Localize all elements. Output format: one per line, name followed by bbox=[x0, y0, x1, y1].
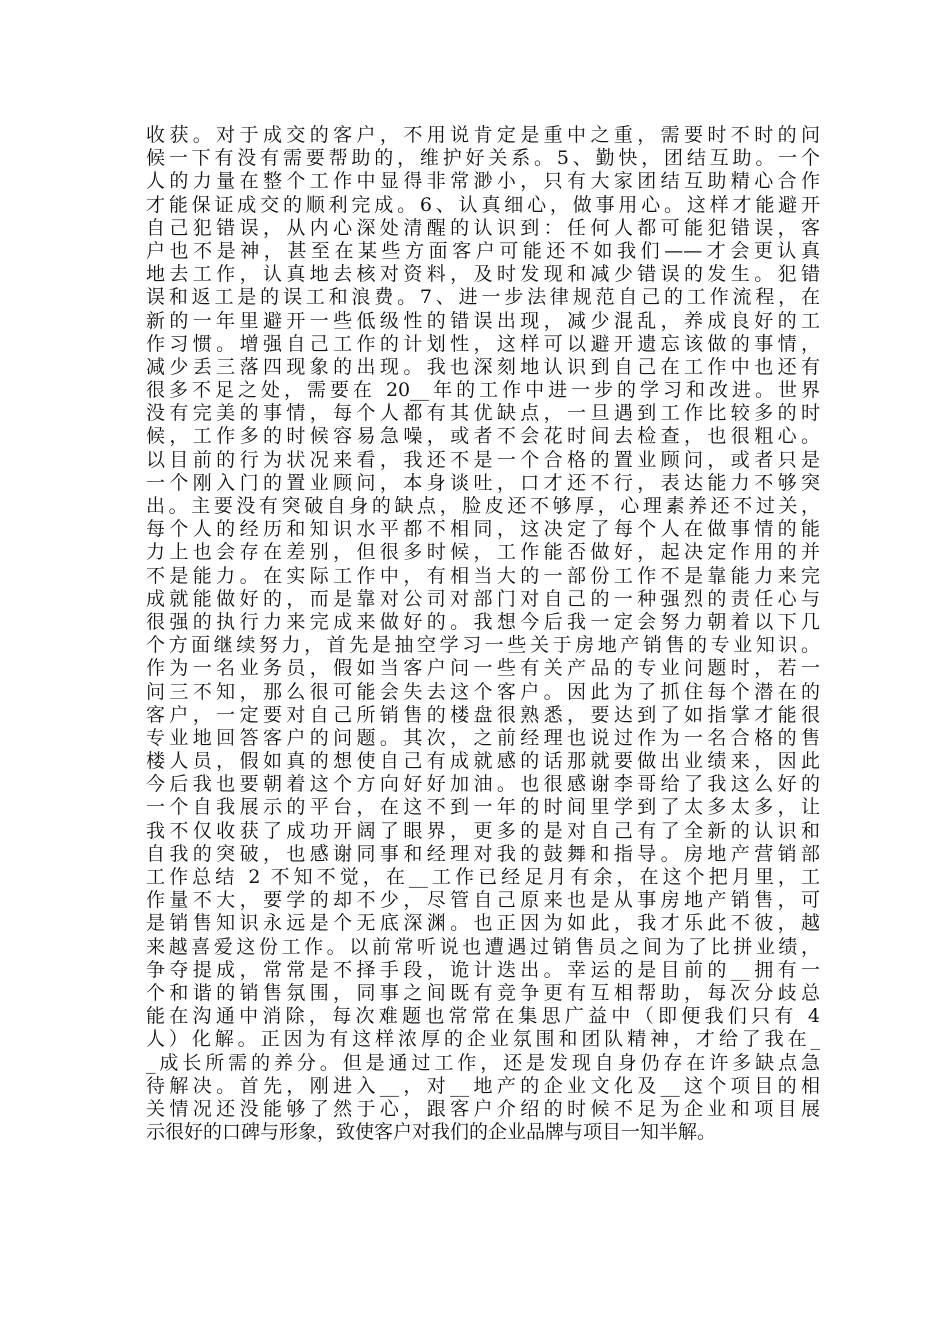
text-line: 误和返工是的误工和浪费。7、进一步法律规范自己的工作流程，在 bbox=[146, 286, 820, 309]
text-line: 人的力量在整个工作中显得非常渺小，只有大家团结互助精心合作 bbox=[146, 170, 820, 193]
text-line: 专业地回答客户的问题。其次，之前经理也说过作为一名合格的售 bbox=[146, 726, 820, 749]
text-line: 才能保证成交的顺利完成。6、认真细心，做事用心。这样才能避开 bbox=[146, 193, 820, 216]
text-line: 作量不大，要学的却不少，尽管自己原来也是从事房地产销售，可 bbox=[146, 889, 820, 912]
text-line: 很强的执行力来完成来做好的。我想今后我一定会努力朝着以下几 bbox=[146, 610, 820, 633]
text-line: 每个人的经历和知识水平都不相同，这决定了每个人在做事情的能 bbox=[146, 518, 820, 541]
text-line: 候，工作多的时候容易急噪，或者不会花时间去检查，也很粗心。 bbox=[146, 425, 820, 448]
text-line: 收获。对于成交的客户，不用说肯定是重中之重，需要时不时的问 bbox=[146, 124, 820, 146]
body-text bbox=[146, 124, 820, 1144]
text-line: 以目前的行为状况来看，我还不是一个合格的置业顾问，或者只是 bbox=[146, 448, 820, 471]
text-line: 是销售知识永远是个无底深渊。也正因为如此，我才乐此不彼，越 bbox=[146, 912, 820, 935]
text-line: 楼人员，假如真的想使自己有成就感的话那就要做出业绩来，因此 bbox=[146, 750, 820, 773]
text-line: 关情况还没能够了然于心，跟客户介绍的时候不足为企业和项目展 bbox=[146, 1097, 820, 1120]
text-line: 减少丢三落四现象的出现。我也深刻地认识到自己在工作中也还有 bbox=[146, 355, 820, 378]
text-line: 今后我也要朝着这个方向好好加油。也很感谢李哥给了我这么好的 bbox=[146, 773, 820, 796]
text-line: 作为一名业务员，假如当客户问一些有关产品的专业问题时，若一 bbox=[146, 657, 820, 680]
text-line: 人）化解。正因为有这样浓厚的企业氛围和团队精神，才给了我在_ bbox=[146, 1028, 820, 1051]
text-line: 力上也会存在差别，但很多时候，工作能否做好，起决定作用的并 bbox=[146, 541, 820, 564]
text-line: 很多不足之处，需要在 20__年的工作中进一步的学习和改进。世界 bbox=[146, 379, 820, 402]
text-line: 一个自我展示的平台，在这不到一年的时间里学到了太多太多，让 bbox=[146, 796, 820, 819]
text-line: 出。主要没有突破自身的缺点，脸皮还不够厚，心理素养还不过关， bbox=[146, 495, 820, 517]
text-line: 自我的突破，也感谢同事和经理对我的鼓舞和指导。房地产营销部 bbox=[146, 842, 820, 865]
text-line: 户也不是神，甚至在某些方面客户可能还不如我们——才会更认真 bbox=[146, 239, 820, 262]
text-line: 能在沟通中消除，每次难题也常常在集思广益中（即便我们只有 4 bbox=[146, 1005, 820, 1028]
text-line: 待解决。首先，刚进入__，对__地产的企业文化及__这个项目的相 bbox=[146, 1074, 820, 1097]
text-line: 客户，一定要对自己所销售的楼盘很熟悉，要达到了如指掌才能很 bbox=[146, 703, 820, 726]
text-line: 个和谐的销售氛围，同事之间既有竞争更有互相帮助，每次分歧总 bbox=[146, 981, 820, 1004]
text-line: 成就能做好的，而是靠对公司对部门对自己的一种强烈的责任心与 bbox=[146, 587, 820, 610]
text-line: 地去工作，认真地去核对资料，及时发现和减少错误的发生。犯错 bbox=[146, 263, 820, 286]
text-line: 不是能力。在实际工作中，有相当大的一部份工作不是靠能力来完 bbox=[146, 564, 820, 587]
text-line: 个方面继续努力，首先是抽空学习一些关于房地产销售的专业知识。 bbox=[146, 634, 820, 657]
text-line: 自己犯错误，从内心深处清醒的认识到：任何人都可能犯错误，客 bbox=[146, 216, 820, 239]
text-line: _成长所需的养分。但是通过工作，还是发现自身仍存在许多缺点急 bbox=[146, 1051, 820, 1074]
text-line: 问三不知，那么很可能会失去这个客户。因此为了抓住每个潜在的 bbox=[146, 680, 820, 703]
text-line: 我不仅收获了成功开阔了眼界，更多的是对自己有了全新的认识和 bbox=[146, 819, 820, 842]
text-line: 来越喜爱这份工作。以前常听说也遭遇过销售员之间为了比拼业绩， bbox=[146, 935, 820, 958]
text-line: 新的一年里避开一些低级性的错误出现，减少混乱，养成良好的工 bbox=[146, 309, 820, 332]
text-line: 争夺提成，常常是不择手段，诡计迭出。幸运的是目前的__拥有一 bbox=[146, 958, 820, 981]
text-line: 一个刚入门的置业顾问，本身谈吐，口才还不行，表达能力不够突 bbox=[146, 471, 820, 494]
text-line: 工作总结 2 不知不觉，在__工作已经足月有余，在这个把月里，工 bbox=[146, 866, 820, 888]
text-line: 作习惯。增强自己工作的计划性，这样可以避开遗忘该做的事情， bbox=[146, 332, 820, 355]
text-line: 候一下有没有需要帮助的，维护好关系。5、勤快，团结互助。一个 bbox=[146, 147, 820, 170]
text-line: 没有完美的事情，每个人都有其优缺点，一旦遇到工作比较多的时 bbox=[146, 402, 820, 425]
text-line: 示很好的口碑与形象，致使客户对我们的企业品牌与项目一知半解。 bbox=[146, 1121, 717, 1144]
